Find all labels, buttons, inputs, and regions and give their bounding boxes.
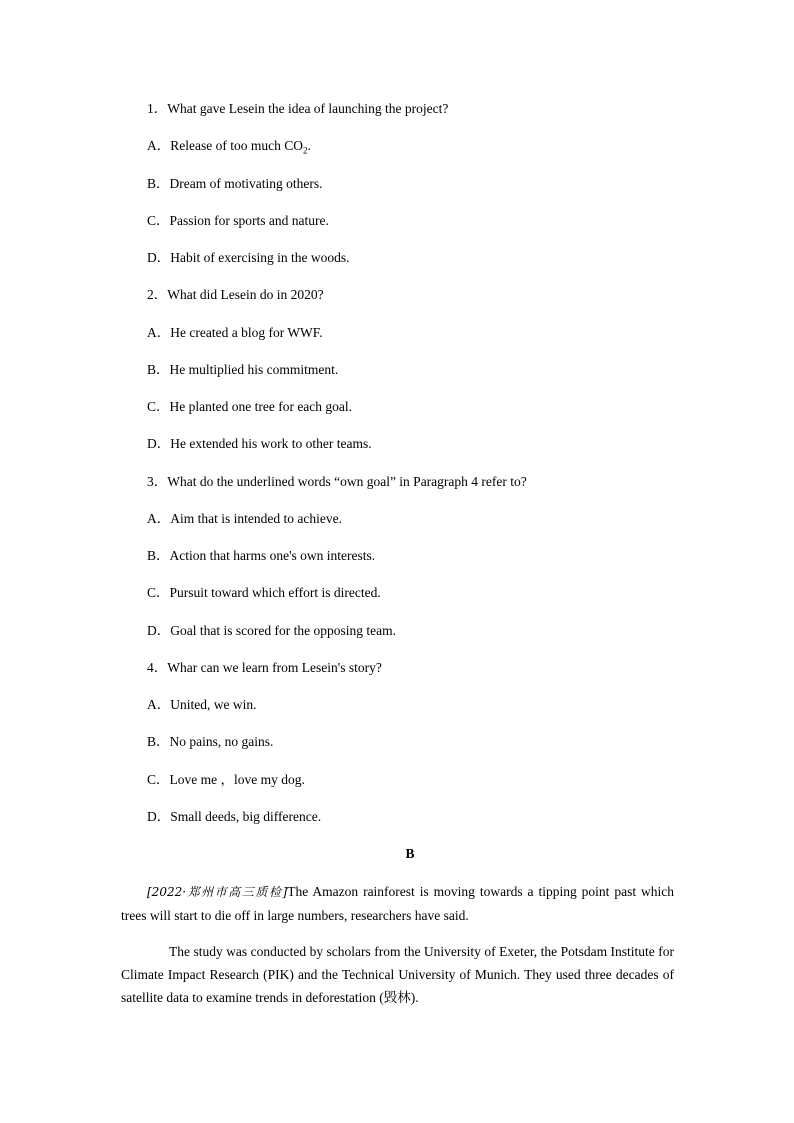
question-1-stem: 1．What gave Lesein the idea of launching the project?: [147, 101, 449, 116]
question-2-stem: 2．What did Lesein do in 2020?: [147, 287, 324, 302]
question-3-option-b: B．Action that harms one's own interests.: [147, 548, 376, 563]
question-4-stem: 4．Whar can we learn from Lesein's story?: [147, 660, 382, 675]
section-b-heading: B: [405, 846, 415, 861]
question-4-option-c: C．Love me ，love my dog.: [147, 772, 305, 787]
question-3-stem: 3．What do the underlined words “own goal” in Paragraph 4 refer to?: [147, 474, 527, 489]
question-4-option-a: A．United, we win.: [147, 697, 257, 712]
paragraph-text: The study was conducted by scholars from the University of Exeter, the Potsdam Institute for Climate Impact Research (PIK) and the Technical University of Munich. They used three decades of satellite data to examine trends in deforestation (毁林).: [121, 944, 674, 1005]
question-3-option-c: C．Pursuit toward which effort is directed.: [147, 585, 381, 600]
question-2-option-a: A．He created a blog for WWF.: [147, 325, 323, 340]
question-1-option-a: [147, 138, 311, 159]
question-2-option-b: B．He multiplied his commitment.: [147, 362, 339, 377]
paragraph-text: The Amazon rainforest is moving towards a tipping point past which trees will start to die off in large numbers, researchers have said.: [121, 884, 675, 923]
question-1-option-d: D．Habit of exercising in the woods.: [147, 250, 350, 265]
option-text: A．Release of too much CO: [147, 138, 303, 153]
option-suffix: .: [307, 138, 311, 153]
subscript: 2: [302, 145, 308, 156]
question-1-option-b: B．Dream of motivating others.: [147, 176, 323, 191]
question-2-option-d: D．He extended his work to other teams.: [147, 436, 372, 451]
question-3-option-d: D．Goal that is scored for the opposing team.: [147, 623, 396, 638]
question-4-option-d: D．Small deeds, big difference.: [147, 809, 322, 824]
question-3-option-a: A．Aim that is intended to achieve.: [147, 511, 342, 526]
section-b-paragraph-2: [121, 940, 674, 1009]
question-4-option-b: B．No pains, no gains.: [147, 734, 274, 749]
question-1-option-c: C．Passion for sports and nature.: [147, 213, 329, 228]
section-b-paragraph-1: [121, 880, 674, 927]
source-citation: [2022·郑州市高三质检]: [147, 885, 288, 899]
question-2-option-c: C．He planted one tree for each goal.: [147, 399, 353, 414]
